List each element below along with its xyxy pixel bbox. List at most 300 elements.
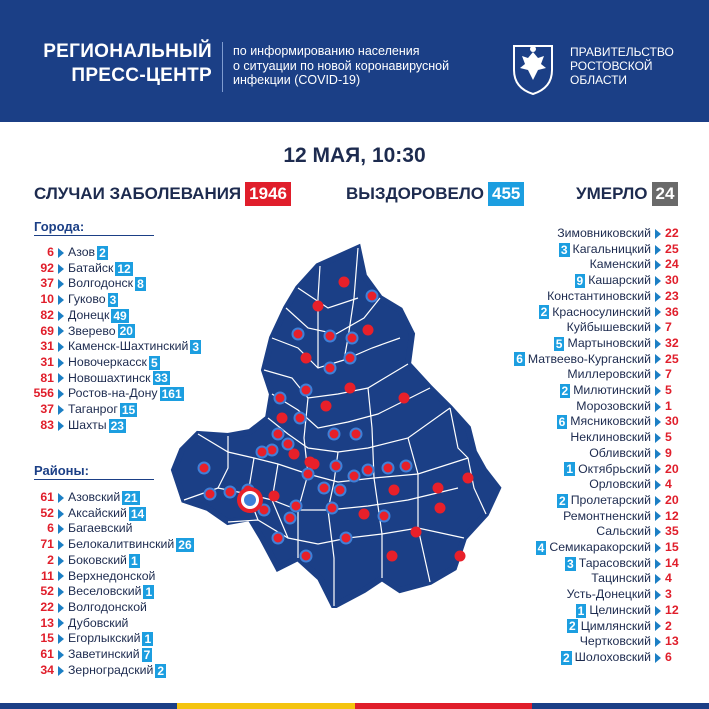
arrow-icon [655, 292, 661, 302]
case-recovery-marker [401, 461, 412, 472]
cases-count: 6 [665, 649, 672, 664]
recovered-count: 4 [537, 540, 545, 555]
place-name: Чертковский [579, 634, 651, 649]
arrow-icon [58, 295, 64, 305]
arrow-icon [58, 405, 64, 415]
recovered-count: 2 [559, 493, 566, 508]
arrow-icon [655, 229, 661, 239]
list-item [574, 603, 695, 619]
recovered-count: 33 [154, 371, 168, 386]
case-recovery-marker [293, 329, 304, 340]
cases-count: 2 [665, 618, 672, 633]
flag-stripe [0, 703, 709, 709]
press-center-line2: ПРЕСС-ЦЕНТР [71, 65, 212, 86]
place-name: Зверево [68, 323, 116, 338]
died-stat [576, 182, 678, 206]
arrow-icon [655, 621, 661, 631]
place-name: Константиновский [547, 288, 651, 303]
cases-count: 1 [665, 398, 672, 413]
case-marker [339, 277, 350, 288]
list-item [573, 273, 696, 289]
recovered-count: 7 [143, 647, 151, 662]
list-item [589, 477, 695, 493]
cases-count: 71 [40, 537, 54, 552]
cases-value: 1946 [245, 182, 291, 206]
place-name: Куйбышевский [566, 320, 651, 335]
cases-count: 9 [665, 445, 672, 460]
case-recovery-marker [205, 489, 216, 500]
recovered-count: 15 [121, 402, 136, 417]
place-name: Новошахтинск [68, 370, 151, 385]
arrow-icon [58, 603, 64, 613]
arrow-icon [58, 634, 64, 644]
case-recovery-marker [325, 363, 336, 374]
place-name: Зимовниковский [557, 226, 651, 240]
case-recovery-marker [199, 463, 210, 474]
place-name: Верхнедонской [68, 568, 156, 583]
case-marker [289, 449, 300, 460]
arrow-icon [655, 370, 661, 380]
list-item [557, 242, 695, 258]
list-item [12, 663, 166, 679]
cases-count: 83 [40, 417, 54, 432]
place-name: Аксайский [68, 505, 127, 520]
place-name: Волгодонск [68, 276, 134, 291]
cases-count: 81 [40, 370, 54, 385]
cases-count: 7 [665, 367, 672, 382]
recovered-count: 2 [540, 305, 548, 320]
place-name: Красносулинский [552, 304, 651, 319]
arrow-icon [58, 493, 64, 503]
arrow-icon [655, 527, 661, 537]
arrow-icon [655, 559, 661, 569]
place-name: Мясниковский [570, 414, 651, 429]
place-name: Багаевский [68, 521, 133, 536]
arrow-icon [655, 245, 661, 255]
cases-count: 25 [665, 241, 679, 256]
cases-count: 5 [665, 383, 672, 397]
list-item [559, 650, 695, 666]
recovered-count: 1 [566, 462, 574, 477]
list-item [576, 399, 695, 415]
place-name: Тарасовский [578, 555, 651, 570]
place-name: Мартыновский [567, 335, 651, 350]
place-name: Боковский [68, 552, 127, 567]
arrow-icon [58, 618, 64, 628]
recovered-count: 12 [117, 261, 131, 276]
cases-count: 35 [665, 524, 679, 539]
place-name: Неклиновский [570, 430, 651, 445]
place-name: Батайск [68, 260, 114, 275]
recovered-count: 6 [558, 415, 566, 430]
place-name: Матвеево-Курганский [527, 351, 651, 366]
list-item [570, 430, 695, 446]
arrow-icon [58, 421, 64, 431]
arrow-icon [655, 653, 661, 663]
recovered-count: 21 [124, 490, 138, 505]
case-recovery-marker [273, 533, 284, 544]
government-line2: РОСТОВСКОЙ [570, 59, 653, 73]
list-item [12, 261, 133, 277]
place-name: Цимлянский [580, 618, 651, 633]
arrow-icon [655, 339, 661, 349]
cases-count: 52 [40, 505, 54, 520]
case-marker [359, 509, 370, 520]
case-recovery-marker [331, 461, 342, 472]
case-marker [411, 527, 422, 538]
description-line3: инфекции (COVID-19) [233, 73, 361, 87]
cases-count: 61 [40, 490, 54, 504]
list-item [12, 324, 135, 340]
case-recovery-marker [383, 463, 394, 474]
case-marker [455, 551, 466, 562]
place-name: Миллеровский [567, 367, 651, 382]
place-name: Гуково [68, 292, 106, 307]
case-recovery-marker [257, 447, 268, 458]
press-center-description [233, 44, 483, 88]
case-recovery-marker [283, 439, 294, 450]
arrow-icon [655, 276, 661, 286]
case-marker [269, 491, 280, 502]
place-name: Заветинский [68, 647, 140, 661]
case-marker [321, 401, 332, 412]
header-banner [0, 0, 709, 122]
died-label: УМЕРЛО [576, 184, 648, 203]
arrow-icon [58, 666, 64, 676]
arrow-icon [655, 449, 661, 459]
arrow-icon [655, 354, 661, 364]
list-item [590, 257, 695, 273]
cases-count: 52 [40, 584, 54, 599]
place-name: Сальский [596, 524, 651, 539]
arrow-icon [58, 389, 64, 399]
arrow-icon [655, 433, 661, 443]
list-item [12, 569, 155, 585]
place-name: Пролетарский [570, 492, 651, 507]
cases-stat [34, 182, 291, 206]
place-name: Таганрог [68, 402, 118, 416]
case-marker [301, 353, 312, 364]
cases-count: 20 [665, 492, 679, 507]
list-item [555, 414, 695, 430]
case-recovery-marker [275, 393, 286, 404]
case-recovery-marker [273, 429, 284, 440]
cases-count: 2 [47, 552, 54, 567]
header-divider [222, 42, 223, 92]
cases-count: 25 [665, 351, 679, 366]
case-recovery-marker [225, 487, 236, 498]
case-marker [345, 383, 356, 394]
case-marker [435, 503, 446, 514]
case-marker [389, 485, 400, 496]
case-recovery-marker [295, 413, 306, 424]
cases-count: 10 [40, 292, 54, 307]
cases-count: 4 [665, 477, 672, 492]
arrow-icon [655, 386, 661, 396]
place-name: Кагальницкий [572, 241, 651, 256]
recovered-count: 3 [192, 340, 200, 355]
recovered-count: 1 [577, 603, 585, 618]
case-recovery-marker [301, 385, 312, 396]
press-center-title [0, 40, 212, 88]
cases-count: 3 [665, 587, 672, 602]
case-recovery-marker [347, 333, 358, 344]
recovered-count: 5 [555, 336, 563, 351]
cases-count: 556 [33, 386, 54, 401]
list-item [12, 537, 194, 553]
report-date: 12 МАЯ, 10:30 [283, 144, 426, 167]
description-line1: по информированию населения [233, 44, 420, 58]
list-item [12, 308, 129, 324]
arrow-icon [655, 606, 661, 616]
list-item [565, 619, 695, 635]
arrow-icon [58, 326, 64, 336]
recovered-count: 2 [569, 619, 576, 634]
cases-count: 31 [40, 354, 54, 369]
arrow-icon [655, 590, 661, 600]
recovered-count: 1 [144, 632, 152, 647]
cases-count: 34 [40, 662, 54, 677]
cases-count: 61 [40, 647, 54, 661]
list-item [534, 540, 695, 556]
arrow-icon [58, 358, 64, 368]
government-line1: ПРАВИТЕЛЬСТВО [570, 45, 674, 59]
list-item [567, 320, 695, 336]
recovered-count: 8 [137, 277, 144, 292]
cases-count: 37 [40, 402, 54, 416]
description-line2: о ситуации по новой коронавирусной [233, 58, 450, 73]
recovered-count: 3 [109, 292, 117, 307]
cases-count: 24 [665, 257, 679, 272]
recovered-count: 26 [178, 537, 192, 552]
government-line3: ОБЛАСТИ [570, 73, 628, 87]
recovered-count: 2 [562, 650, 570, 665]
cases-count: 30 [665, 414, 679, 429]
list-item [12, 521, 132, 537]
list-item [537, 305, 695, 321]
list-item [557, 226, 695, 242]
case-recovery-marker [319, 483, 330, 494]
recovered-count: 2 [157, 663, 165, 678]
list-item [563, 509, 695, 525]
list-item [12, 245, 108, 261]
place-name: Азов [68, 245, 96, 259]
districts-heading-underline [34, 479, 154, 480]
place-name: Обливский [589, 445, 651, 460]
list-item [12, 276, 146, 292]
cases-count: 13 [40, 615, 54, 630]
place-name: Шахты [68, 417, 107, 432]
cases-count: 32 [665, 335, 679, 350]
recovered-count: 2 [561, 383, 569, 398]
cases-count: 30 [665, 273, 679, 288]
recovered-count: 3 [567, 556, 574, 571]
cases-count: 4 [665, 571, 672, 586]
cases-count: 6 [47, 245, 54, 259]
arrow-icon [58, 587, 64, 597]
recovered-value: 455 [488, 182, 524, 206]
cases-count: 12 [665, 602, 679, 617]
cases-count: 92 [40, 260, 54, 275]
case-recovery-marker [329, 429, 340, 440]
arrow-icon [655, 637, 661, 647]
place-name: Егорлыкский [68, 631, 141, 646]
recovered-count: 23 [110, 418, 124, 433]
place-name: Кашарский [588, 273, 651, 288]
list-item [558, 383, 696, 399]
arrow-icon [58, 264, 64, 274]
list-item [547, 289, 695, 305]
list-item [12, 418, 126, 434]
cases-count: 5 [665, 430, 672, 445]
case-recovery-marker [345, 353, 356, 364]
case-recovery-marker [291, 501, 302, 512]
case-recovery-marker [349, 471, 360, 482]
arrow-icon [58, 509, 64, 519]
place-name: Орловский [589, 477, 651, 492]
list-item [12, 402, 137, 418]
list-item [563, 556, 695, 572]
place-name: Шолоховский [574, 649, 651, 664]
recovered-count: 9 [576, 273, 584, 288]
case-recovery-marker [341, 533, 352, 544]
rostov-marker [244, 494, 256, 506]
arrow-icon [655, 402, 661, 412]
arrow-icon [655, 511, 661, 521]
place-name: Каменск-Шахтинский [68, 339, 189, 354]
list-item [580, 634, 695, 650]
place-name: Азовский [68, 490, 121, 504]
cases-count: 22 [665, 226, 679, 240]
place-name: Белокалитвинский [68, 537, 175, 552]
arrow-icon [58, 556, 64, 566]
cases-count: 22 [40, 599, 54, 614]
cases-count: 82 [40, 307, 54, 322]
case-marker [363, 325, 374, 336]
list-item [12, 292, 118, 308]
cases-count: 31 [40, 339, 54, 354]
list-item [12, 371, 170, 387]
recovered-count: 6 [516, 352, 523, 367]
arrow-icon [655, 260, 661, 270]
case-marker [309, 459, 320, 470]
cases-count: 11 [41, 568, 54, 583]
case-recovery-marker [303, 469, 314, 480]
place-name: Усть-Донецкий [566, 587, 651, 602]
case-marker [313, 301, 324, 312]
cases-count: 13 [665, 634, 679, 649]
place-name: Донецк [68, 307, 110, 322]
recovered-count: 5 [150, 355, 158, 370]
cases-count: 37 [40, 276, 54, 291]
list-item [512, 352, 695, 368]
arrow-icon [58, 540, 64, 550]
place-name: Октябрьский [578, 461, 651, 476]
list-item [12, 553, 140, 569]
list-item [562, 462, 695, 478]
cases-count: 15 [40, 631, 54, 646]
arrow-icon [655, 496, 661, 506]
list-item [12, 616, 128, 632]
cities-heading-underline [34, 235, 154, 236]
recovered-count: 14 [130, 506, 145, 521]
case-recovery-marker [363, 465, 374, 476]
recovered-count: 2 [99, 245, 106, 260]
case-marker [463, 473, 474, 484]
case-recovery-marker [285, 513, 296, 524]
case-recovery-marker [351, 429, 362, 440]
case-recovery-marker [301, 551, 312, 562]
recovered-count: 161 [161, 387, 182, 402]
list-item [596, 524, 695, 540]
cases-count: 20 [665, 461, 679, 476]
case-recovery-marker [327, 503, 338, 514]
cases-count: 15 [665, 540, 679, 554]
press-center-line1: РЕГИОНАЛЬНЫЙ [43, 41, 212, 62]
arrow-icon [655, 574, 661, 584]
list-item [555, 493, 695, 509]
cases-label: СЛУЧАИ ЗАБОЛЕВАНИЯ [34, 184, 242, 203]
recovered-count: 1 [145, 585, 153, 600]
recovered-count: 1 [130, 553, 138, 568]
list-item [12, 631, 153, 647]
arrow-icon [655, 464, 661, 474]
cities-heading: Города: [34, 219, 85, 234]
place-name: Каменский [589, 257, 651, 272]
arrow-icon [58, 311, 64, 321]
list-item [12, 584, 154, 600]
case-marker [277, 413, 288, 424]
place-name: Дубовский [68, 615, 129, 630]
list-item [12, 355, 160, 371]
arrow-icon [655, 417, 661, 427]
recovered-label: ВЫЗДОРОВЕЛО [346, 184, 485, 203]
place-name: Новочеркасск [68, 354, 147, 369]
list-item [12, 386, 184, 402]
arrow-icon [58, 571, 64, 581]
districts-heading: Районы: [34, 463, 89, 478]
arrow-icon [58, 342, 64, 352]
case-marker [399, 393, 410, 404]
arrow-icon [655, 307, 661, 317]
list-item [591, 571, 695, 587]
place-name: Милютинский [573, 383, 651, 397]
arrow-icon [655, 480, 661, 490]
place-name: Веселовский [68, 584, 142, 599]
list-item [589, 446, 695, 462]
coat-of-arms-icon [508, 40, 558, 96]
recovered-stat [346, 182, 524, 206]
recovered-count: 20 [119, 324, 133, 339]
list-item [12, 506, 146, 522]
cases-count: 12 [665, 508, 679, 523]
arrow-icon [58, 279, 64, 289]
cases-count: 6 [47, 521, 54, 536]
place-name: Семикаракорский [549, 540, 651, 554]
case-marker [387, 551, 398, 562]
arrow-icon [655, 323, 661, 333]
case-recovery-marker [367, 291, 378, 302]
place-name: Ростов-на-Дону [68, 386, 158, 401]
cases-count: 69 [40, 323, 54, 338]
place-name: Тацинский [591, 571, 651, 586]
recovered-count: 3 [560, 242, 568, 257]
case-recovery-marker [335, 485, 346, 496]
list-item [12, 647, 152, 663]
arrow-icon [58, 650, 64, 660]
list-item [12, 600, 147, 616]
cases-count: 23 [665, 288, 679, 303]
